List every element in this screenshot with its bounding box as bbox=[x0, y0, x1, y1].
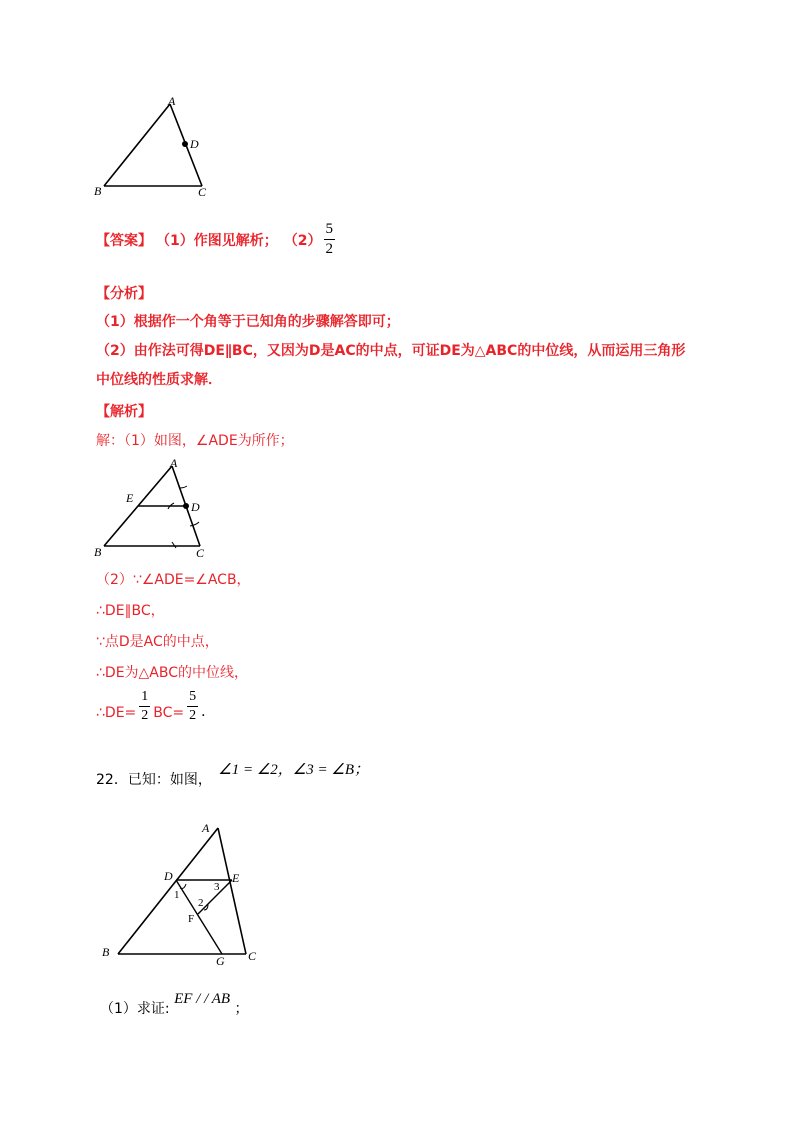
label-b: B bbox=[102, 945, 110, 959]
label-e: E bbox=[126, 491, 134, 505]
proof-line-5 bbox=[96, 690, 215, 723]
proof-line-3: ∵点D是AC的中点， bbox=[96, 634, 219, 650]
analysis-line-2: （2）由作法可得DE∥BC，又因为D是AC的中点，可证DE为△ABC的中位线，从而运用三角形 bbox=[96, 343, 686, 359]
label-b: B bbox=[94, 184, 102, 198]
analysis-tag: 【分析】 bbox=[96, 286, 152, 302]
analysis-line-1: （1）根据作一个角等于已知角的步骤解答即可； bbox=[96, 314, 400, 330]
label-3: 3 bbox=[214, 881, 220, 893]
answer-part2: （2） bbox=[283, 232, 322, 249]
fraction-1-numerator: 1 bbox=[141, 689, 149, 704]
solution-tag: 【解析】 bbox=[96, 404, 152, 420]
proof-fraction-1 bbox=[139, 690, 150, 723]
answer-denominator: 2 bbox=[325, 241, 333, 257]
label-a: A bbox=[170, 456, 178, 470]
question-22 bbox=[96, 762, 369, 789]
proof-fraction-2 bbox=[187, 690, 198, 723]
figure-triangle-abc bbox=[90, 92, 220, 202]
figure-construction bbox=[90, 454, 215, 560]
proof-mid: BC= bbox=[153, 705, 185, 721]
part-1-suffix: ； bbox=[234, 1001, 249, 1017]
label-d: D bbox=[191, 500, 200, 514]
solution-suffix: 为所作； bbox=[237, 433, 294, 449]
answer-tag: 【答案】 bbox=[96, 232, 152, 249]
answer-part1: （1）作图见解析； bbox=[156, 232, 278, 249]
label-1: 1 bbox=[174, 889, 180, 901]
label-e: E bbox=[232, 871, 240, 885]
proof-line-1: （2）∵∠ADE=∠ACB， bbox=[96, 572, 251, 588]
proof-line-2: ∴DE∥BC， bbox=[96, 603, 165, 619]
label-c: C bbox=[196, 546, 205, 560]
label-b: B bbox=[94, 545, 102, 559]
proof-prefix: ∴DE= bbox=[96, 705, 137, 721]
answer-numerator: 5 bbox=[325, 221, 333, 237]
figure-question-22 bbox=[98, 818, 268, 968]
solution-prefix: 解：（1）如图， bbox=[96, 433, 196, 449]
solution-angle: ∠ADE bbox=[195, 433, 238, 449]
question-22-condition: ∠1 = ∠2，∠3 = ∠B； bbox=[218, 762, 369, 778]
solution-line-1 bbox=[96, 430, 294, 450]
label-d: D bbox=[190, 137, 199, 151]
proof-suffix: ． bbox=[201, 704, 216, 720]
question-22-prefix: 22．已知：如图， bbox=[96, 772, 212, 788]
fraction-2-denominator: 2 bbox=[189, 708, 197, 723]
label-2: 2 bbox=[198, 897, 204, 909]
analysis-line-3: 中位线的性质求解． bbox=[96, 372, 222, 388]
label-a: A bbox=[202, 821, 210, 835]
question-22-part-1 bbox=[100, 991, 249, 1018]
label-f: F bbox=[188, 913, 195, 925]
label-d: D bbox=[164, 869, 173, 883]
fraction-1-denominator: 2 bbox=[141, 708, 149, 723]
part-1-prefix: （1）求证: bbox=[100, 1001, 175, 1017]
fraction-2-numerator: 5 bbox=[189, 689, 197, 704]
label-g: G bbox=[216, 954, 225, 968]
label-a: A bbox=[168, 94, 176, 108]
label-c: C bbox=[248, 949, 257, 963]
part-1-expression: EF / / AB bbox=[174, 991, 231, 1007]
proof-line-4: ∴DE为△ABC的中位线， bbox=[96, 665, 249, 681]
answer-fraction bbox=[324, 222, 336, 257]
answer-line bbox=[96, 222, 335, 257]
label-c: C bbox=[198, 185, 207, 199]
